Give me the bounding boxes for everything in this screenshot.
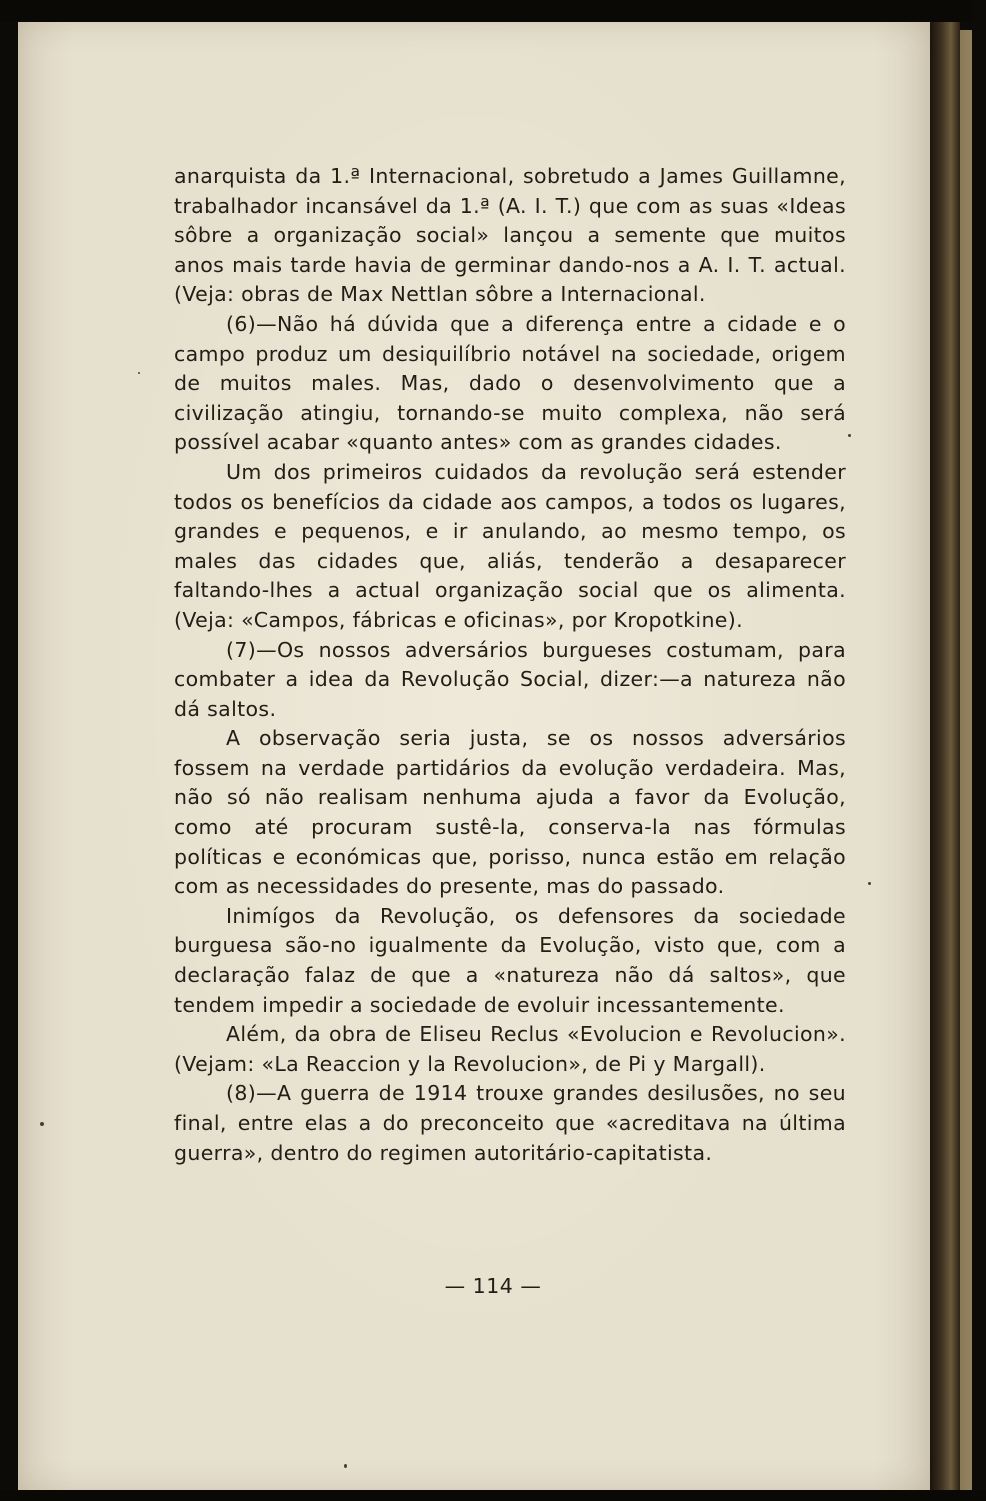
page-number: — 114 — — [444, 1274, 542, 1298]
scan-bottom-border — [0, 1490, 986, 1501]
paragraph-1: anarquista da 1.ª Internacional, sobretudo a James Guillamne, trabalhador incansável da 1.ª (A. I. T.) que com as suas «Ideas sôbre a organização social» lançou a semente que muitos anos mais tarde havia de germinar dando-nos a A. I. T. actual. (Veja: obras de Max Nettlan sôbre a Internacional. — [174, 164, 846, 307]
scan-top-border — [0, 0, 986, 22]
paragraph-6: Inimígos da Revolução, os defensores da sociedade burguesa são-no igualmente da Evolução, visto que, com a declaração falaz de que a «natureza não dá saltos», que tendem impedir a sociedade de evoluir incessantemente. — [174, 903, 846, 1017]
body-text — [174, 162, 846, 1168]
paragraph-3: Um dos primeiros cuidados da revolução será estender todos os benefícios da cidade aos campos, a todos os lugares, grandes e pequenos, e ir anulando, ao mesmo tempo, os males das cidades que, aliás, tenderão a desaparecer faltando-lhes a actual organização social que os alimenta. (Veja: «Campos, fábricas e oficinas», por Kropotkine). — [174, 459, 846, 632]
book-spine — [930, 22, 960, 1490]
paragraph-note-6: (6)—Não há dúvida que a diferença entre a cidade e o campo produz um desiquilíbrio notável na sociedade, origem de muitos males. Mas, dado o desenvolvimento que a civilização atingiu, tornando-se muito complexa, não será possível acabar «quanto antes» com as grandes cidades. — [174, 311, 846, 455]
paragraph-7: Além, da obra de Eliseu Reclus «Evolucion e Revolucion». (Vejam: «La Reaccion y la Revolucion», de Pi y Margall). — [174, 1022, 846, 1076]
paragraph-5: A observação seria justa, se os nossos adversários fossem na verdade partidários da evolução verdadeira. Mas, não só não realisam nenhuma ajuda a favor da Evolução, como até procuram sustê-la, conserva-la nas fórmulas políticas e económicas que, porisso, nunca estão em relação com as necessidades do presente, mas do passado. — [174, 726, 846, 899]
paragraph-note-8: (8)—A guerra de 1914 trouxe grandes desilusões, no seu final, entre elas a do preconceito que «acreditava na última guerra», dentro do regimen autoritário-capitatista. — [174, 1081, 846, 1165]
paragraph-note-7: (7)—Os nossos adversários burgueses costumam, para combater a idea da Revolução Social, dizer:—a natureza não dá saltos. — [174, 637, 846, 721]
